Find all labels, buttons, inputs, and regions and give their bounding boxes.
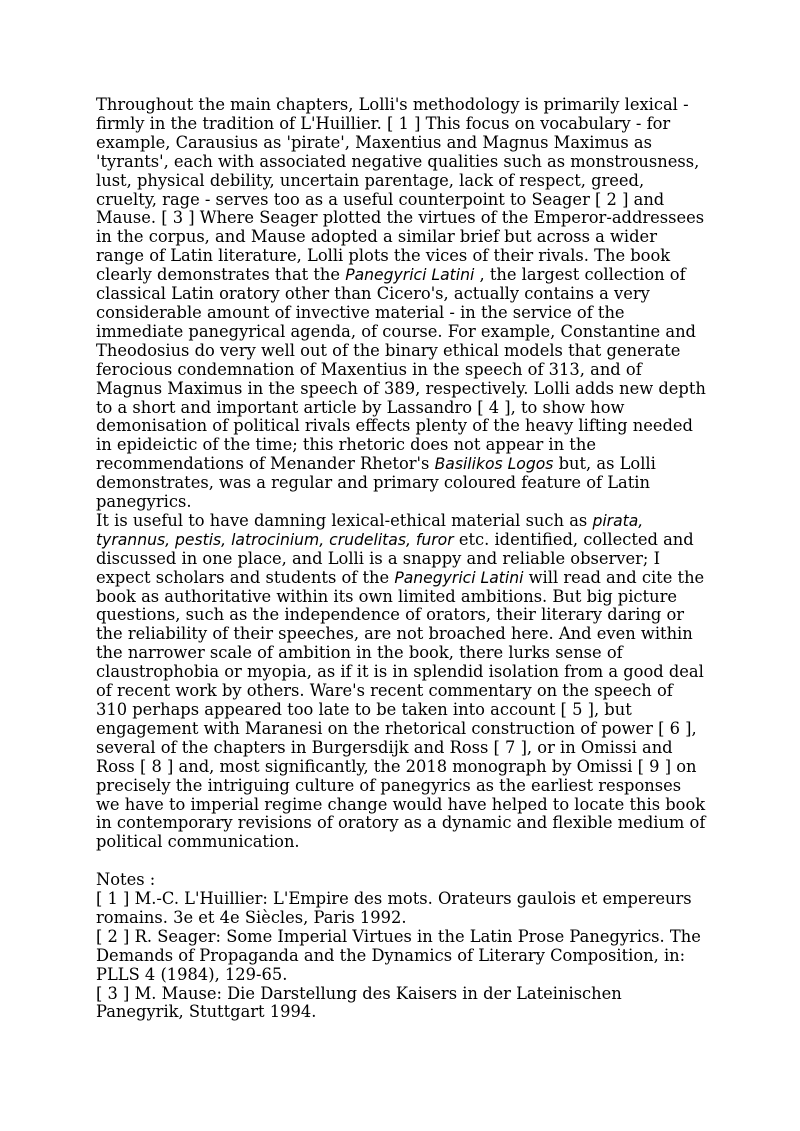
paragraph-spacer [96,852,706,871]
text-run: It is useful to have damning lexical-ethical material such as [96,510,593,530]
body-paragraph [96,512,706,852]
text-run: but, as Lolli demonstrates, was a regular and primary coloured feature of Latin panegyrics. [96,454,656,512]
italic-term-list: pirata, tyrannus, pestis, latrocinium, crudelitas, furor [96,511,644,549]
text-run: , the largest collection of classical Latin oratory other than Cicero's, actually contains a very considerable amount of invective material - in the service of the immediate panegyrical agenda, of course. For example, Constantine and Theodosius do very well out of the binary ethical models that generate ferocious condemnation of Maxentius in the speech of 313, and of Magnus Maximus in the speech of 389, respectively. Lolli adds new depth to a short and important article by Lassandro [ 4 ], to show how demonisation of political rivals effects plenty of the heavy lifting needed in epideictic of the time; this rhetoric does not appear in the recommendations of Menander Rhetor's [96,265,706,474]
text-run: will read and cite the book as authoritative within its own limited ambitions. But big picture questions, such as the independence of orators, their literary daring or the reliability of their speeches, are not broached here. And even within the narrower scale of ambition in the book, there lurks sense of claustrophobia or myopia, as if it is in splendid isolation from a good deal of recent work by others. Ware's recent commentary on the speech of 310 perhaps appeared too late to be taken into account [ 5 ], but engagement with Maranesi on the rhetorical construction of power [ 6 ], several of the chapters in Burgersdijk and Ross [ 7 ], or in Omissi and Ross [ 8 ] and, most significantly, the 2018 monograph by Omissi [ 9 ] on precisely the intriguing culture of panegyrics as the earliest responses we have to imperial regime change would have helped to locate this book in contemporary revisions of oratory as a dynamic and flexible medium of political communication. [96,567,706,852]
italic-title: Panegyrici Latini [345,266,475,285]
text-run: etc. identified, collected and discussed in one place, and Lolli is a snappy and reliable observer; I expect scholars and students of the [96,529,694,587]
notes-heading: Notes : [96,870,156,890]
document-page [96,96,706,1022]
text-run: Throughout the main chapters, Lolli's methodology is primarily lexical - firmly in the tradition of L'Huillier. [ 1 ] This focus on vocabulary - for example, Carausius as 'pirate', Maxentius and Magnus Maximus as 'tyrants', each with associated negative qualities such as monstrousness, lust, physical debility, uncertain parentage, lack of respect, greed, cruelty, rage - serves too as a useful counterpoint to Seager [ 2 ] and Mause. [ 3 ] Where Seager plotted the virtues of the Emperor-addressees in the corpus, and Mause adopted a similar brief but across a wider range of Latin literature, Lolli plots the vices of their rivals. The book clearly demonstrates that the [96,95,705,285]
body-paragraph [96,96,706,512]
italic-title: Panegyrici Latini [394,568,524,587]
footnote-3: [ 3 ] M. Mause: Die Darstellung des Kaisers in der Lateinischen Panegyrik, Stuttgart 1994. [96,983,622,1022]
footnote-2: [ 2 ] R. Seager: Some Imperial Virtues in the Latin Prose Panegyrics. The Demands of Propaganda and the Dynamics of Literary Composition, in: PLLS 4 (1984), 129-65. [96,926,701,984]
footnote-1: [ 1 ] M.-C. L'Huillier: L'Empire des mots. Orateurs gaulois et empereurs romains. 3e et 4e Siècles, Paris 1992. [96,889,692,927]
italic-title: Basilikos Logos [434,455,554,474]
